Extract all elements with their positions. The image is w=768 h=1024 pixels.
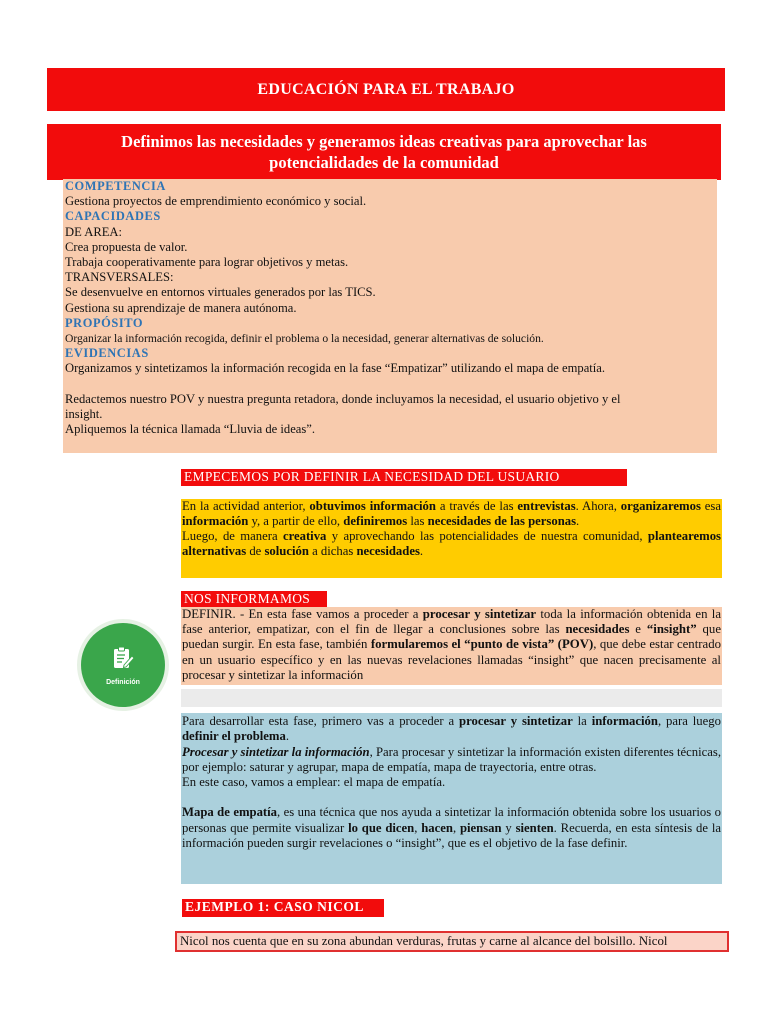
evidencias-line-1: Organizamos y sintetizamos la información recogida en la fase “Empatizar” utilizando el mapa de empatía. xyxy=(65,361,606,376)
example-heading: EJEMPLO 1: CASO NICOL xyxy=(182,899,384,917)
process-box xyxy=(181,713,722,884)
process-paragraph-2: Procesar y sintetizar la información, Para procesar y sintetizar la información existen diferentes técnicas, por ejemplo: saturar y agrupar, mapa de empatía, mapa de trayectoria, entre otras. xyxy=(182,744,722,774)
subtitle-line-2: potencialidades de la comunidad xyxy=(269,153,499,172)
subtitle-line-1: Definimos las necesidades y generamos ideas creativas para aprovechar las xyxy=(121,132,647,151)
example-text-box: Nicol nos cuenta que en su zona abundan verduras, frutas y carne al alcance del bolsillo. Nicol xyxy=(175,931,729,952)
competencia-label: COMPETENCIA xyxy=(65,179,166,193)
process-paragraph-3: En este caso, vamos a emplear: el mapa de empatía. xyxy=(182,775,446,790)
clipboard-pencil-icon xyxy=(110,645,136,671)
page-subtitle xyxy=(47,124,721,180)
define-heading: EMPECEMOS POR DEFINIR LA NECESIDAD DEL USUARIO xyxy=(181,469,627,486)
evidencias-line-2a: Redactemos nuestro POV y nuestra pregunta retadora, donde incluyamos la necesidad, el usuario objetivo y el xyxy=(65,391,621,406)
transversales-label: TRANSVERSALES: xyxy=(65,270,174,285)
proposito-text: Organizar la información recogida, definir el problema o la necesidad, generar alternativas de solución. xyxy=(65,332,544,346)
area-item: Trabaja cooperativamente para lograr objetivos y metas. xyxy=(65,255,349,270)
proposito-label: PROPÓSITO xyxy=(65,315,144,330)
competencia-text: Gestiona proyectos de emprendimiento económico y social. xyxy=(65,194,367,209)
evidencias-line-3: Apliquemos la técnica llamada “Lluvia de ideas”. xyxy=(65,422,316,437)
transversal-item: Se desenvuelve en entornos virtuales generados por las TICS. xyxy=(65,285,376,300)
evidencias-line-2b: insight. xyxy=(65,406,103,421)
competence-box xyxy=(63,179,717,453)
define-phase-box xyxy=(181,607,722,685)
definition-badge-label: Definición xyxy=(106,678,140,686)
definition-badge-inner xyxy=(81,623,165,707)
transversal-item: Gestiona su aprendizaje de manera autónoma. xyxy=(65,300,297,315)
page-title: EDUCACIÓN PARA EL TRABAJO xyxy=(47,68,725,111)
de-area-label: DE AREA: xyxy=(65,224,123,239)
divider-strip xyxy=(181,689,722,707)
info-heading: NOS INFORMAMOS xyxy=(181,591,327,607)
capacidades-label: CAPACIDADES xyxy=(65,209,161,224)
evidencias-label: EVIDENCIAS xyxy=(65,346,149,361)
define-paragraph-2: Luego, de manera creativa y aprovechando las potencialidades de nuestra comunidad, plantearemos alternativas de solución a dichas necesidades. xyxy=(182,529,721,558)
define-box xyxy=(181,499,722,578)
area-item: Crea propuesta de valor. xyxy=(65,239,188,254)
define-phase-paragraph: DEFINIR. - En esta fase vamos a proceder a procesar y sintetizar toda la información obtenida en la fase anterior, empatizar, con el fin de llegar a conclusiones sobre las necesidades e “insight” que puedan surgir. En esta fase, también formularemos el “punto de vista” (POV), que debe estar centrado en un usuario específico y en las nuevas revelaciones llamadas “insight” que nacen precisamente al procesar y sintetizar la información xyxy=(182,607,722,682)
process-paragraph-1: Para desarrollar esta fase, primero vas a proceder a procesar y sintetizar la información, para luego definir el problema. xyxy=(182,714,721,744)
define-paragraph-1: En la actividad anterior, obtuvimos información a través de las entrevistas. Ahora, organizaremos esa información y, a partir de ello, definiremos las necesidades de las personas. xyxy=(182,499,721,528)
process-paragraph-4: Mapa de empatía, es una técnica que nos ayuda a sintetizar la información obtenida sobre los usuarios o personas que permite visualizar lo que dicen, hacen, piensan y sienten. Recuerda, en esta síntesis de la información pueden surgir revelaciones o “insight”, que es el objetivo de la fase definir. xyxy=(182,805,722,851)
definition-badge xyxy=(77,619,169,711)
